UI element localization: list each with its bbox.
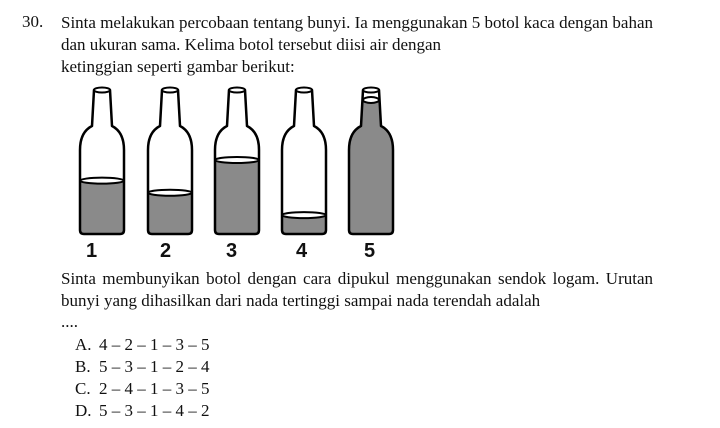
body-line-1: Sinta membunyikan botol dengan cara dipukul menggunakan sendok logam.	[61, 269, 600, 288]
question-body	[61, 268, 653, 312]
option-a[interactable]	[75, 334, 210, 356]
option-b[interactable]	[75, 356, 210, 378]
bottle-label-1: 1	[86, 240, 98, 262]
body-line-2: Urutan bunyi yang dihasilkan dari nada tertinggi sampai nada terendah adalah	[61, 269, 654, 310]
option-letter: A.	[75, 335, 92, 354]
bottle-mouth-1	[94, 88, 110, 93]
option-text: 2 – 4 – 1 – 3 – 5	[99, 379, 210, 398]
option-text: 5 – 3 – 1 – 2 – 4	[99, 357, 210, 376]
bottle-mouth-4	[296, 88, 312, 93]
bottle-mouth-5	[363, 88, 379, 93]
option-text: 4 – 2 – 1 – 3 – 5	[99, 335, 210, 354]
option-text: 5 – 3 – 1 – 4 – 2	[99, 401, 210, 420]
bottle-label-5: 5	[364, 240, 376, 262]
question-ellipsis: ....	[61, 312, 78, 331]
water-surface-4	[282, 212, 326, 218]
water-fill-3	[213, 160, 261, 236]
option-d[interactable]	[75, 400, 210, 422]
option-letter: B.	[75, 357, 91, 376]
water-fill-5	[347, 100, 395, 236]
option-letter: D.	[75, 401, 92, 420]
bottle-label-3: 3	[226, 240, 238, 262]
question-number: 30.	[22, 12, 44, 31]
intro-line-3: ketinggian seperti gambar berikut:	[61, 57, 295, 76]
option-letter: C.	[75, 379, 91, 398]
intro-line-2: dengan bahan dan ukuran sama. Kelima botol tersebut diisi air dengan	[61, 13, 654, 54]
answer-options	[75, 334, 210, 422]
bottle-label-4: 4	[296, 240, 308, 262]
water-surface-5	[363, 97, 379, 103]
question-intro	[61, 12, 653, 78]
intro-line-1: Sinta melakukan percobaan tentang bunyi. Ia menggunakan 5 botol kaca	[61, 13, 555, 32]
option-c[interactable]	[75, 378, 210, 400]
water-surface-3	[215, 157, 259, 163]
water-surface-2	[148, 190, 192, 196]
water-fill-2	[146, 193, 194, 236]
water-surface-1	[80, 178, 124, 184]
bottle-label-2: 2	[160, 240, 172, 262]
bottle-mouth-2	[162, 88, 178, 93]
bottle-mouth-3	[229, 88, 245, 93]
water-fill-1	[78, 181, 126, 236]
